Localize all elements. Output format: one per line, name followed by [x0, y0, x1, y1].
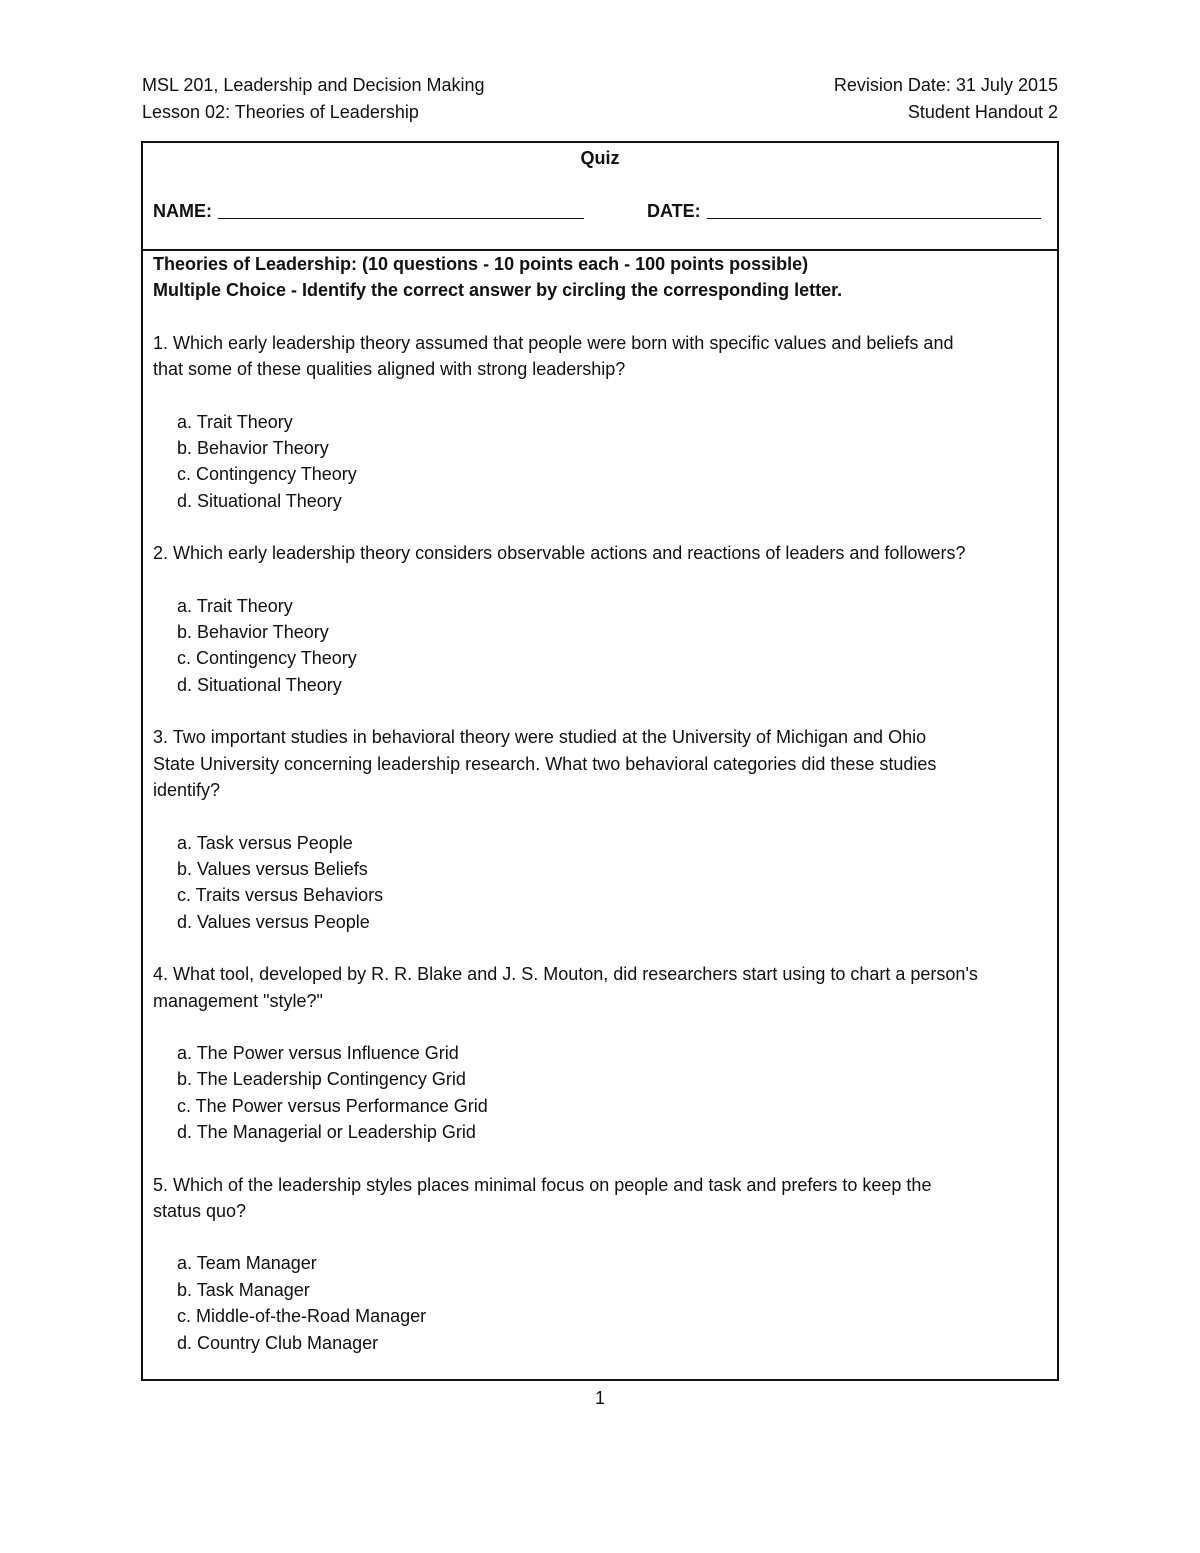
question-text: Which of the leadership styles places minimal focus on people and task and prefers to keep the [173, 1174, 932, 1195]
answer-option[interactable]: a. Trait Theory [177, 595, 293, 616]
question-text-line [153, 1198, 1047, 1224]
quiz-frame [141, 141, 1059, 1381]
section-instructions: Multiple Choice - Identify the correct answer by circling the corresponding letter. [153, 280, 843, 301]
question-text-line [153, 1172, 1047, 1198]
date-field [647, 198, 1041, 224]
answer-option[interactable]: c. Contingency Theory [177, 464, 357, 485]
answer-option[interactable]: c. Contingency Theory [177, 648, 357, 669]
page-number: 1 [594, 1388, 605, 1408]
question-number: 2. [153, 543, 169, 564]
answer-option[interactable]: d. The Managerial or Leadership Grid [177, 1122, 476, 1143]
date-label: DATE: [647, 201, 701, 221]
quiz-header [143, 143, 1057, 251]
spacer [153, 804, 1047, 830]
question-text: State University concerning leadership research. What two behavioral categories did these studies [153, 753, 937, 774]
answer-option[interactable]: d. Situational Theory [177, 674, 342, 695]
question-text: What tool, developed by R. R. Blake and J. S. Mouton, did researchers start using to chart a person's [173, 964, 978, 985]
question-number: 5. [153, 1174, 169, 1195]
question-text: identify? [153, 780, 221, 801]
spacer [153, 698, 1047, 724]
answer-option[interactable]: d. Country Club Manager [177, 1332, 379, 1353]
name-blank[interactable] [218, 198, 584, 219]
question-number: 1. [153, 332, 169, 353]
date-blank[interactable] [707, 198, 1041, 219]
quiz-title: Quiz [580, 148, 620, 168]
question-text-line [153, 961, 1047, 987]
answer-options [153, 593, 1047, 699]
question-text-line [153, 330, 1047, 356]
spacer [153, 935, 1047, 961]
question-text: Two important studies in behavioral theory were studied at the University of Michigan and Ohio [172, 727, 927, 748]
question-3 [153, 724, 1047, 935]
spacer [153, 1146, 1047, 1172]
name-field [153, 198, 584, 224]
question-2 [153, 540, 1047, 698]
spacer [153, 1224, 1047, 1250]
spacer [153, 304, 1047, 330]
answer-option[interactable]: d. Values versus People [177, 911, 370, 932]
lesson-title: Lesson 02: Theories of Leadership [142, 102, 419, 122]
section-title: Theories of Leadership: (10 questions - 10 points each - 100 points possible) [153, 254, 809, 274]
question-text: management "style?" [153, 990, 323, 1011]
spacer [153, 514, 1047, 540]
answer-option[interactable]: c. Traits versus Behaviors [177, 885, 384, 906]
revision-date: Revision Date: 31 July 2015 [833, 75, 1058, 95]
question-text-line [153, 540, 1047, 566]
question-list [153, 304, 1047, 1356]
answer-option[interactable]: b. The Leadership Contingency Grid [177, 1069, 466, 1090]
answer-option[interactable]: d. Situational Theory [177, 490, 342, 511]
answer-options [153, 830, 1047, 936]
answer-option[interactable]: b. Values versus Beliefs [177, 858, 368, 879]
answer-option[interactable]: a. The Power versus Influence Grid [177, 1042, 459, 1063]
question-text-line [153, 751, 1047, 777]
answer-option[interactable]: c. The Power versus Performance Grid [177, 1095, 488, 1116]
question-5 [153, 1172, 1047, 1356]
page-header [142, 72, 1058, 126]
answer-options [153, 1250, 1047, 1356]
handout-label: Student Handout 2 [907, 102, 1058, 122]
answer-option[interactable]: a. Trait Theory [177, 411, 293, 432]
answer-options [153, 409, 1047, 515]
quiz-body [143, 251, 1057, 1356]
answer-option[interactable]: a. Team Manager [177, 1253, 317, 1274]
answer-options [153, 1040, 1047, 1146]
question-number: 4. [153, 964, 169, 985]
question-text: that some of these qualities aligned with strong leadership? [153, 359, 626, 380]
course-title: MSL 201, Leadership and Decision Making [142, 75, 485, 95]
question-text: Which early leadership theory assumed that people were born with specific values and beliefs and [173, 332, 954, 353]
question-number: 3. [153, 727, 169, 748]
answer-option[interactable]: a. Task versus People [177, 832, 353, 853]
question-text: Which early leadership theory considers observable actions and reactions of leaders and followers? [173, 543, 966, 564]
answer-option[interactable]: c. Middle-of-the-Road Manager [177, 1306, 427, 1327]
question-4 [153, 961, 1047, 1145]
question-text-line [153, 356, 1047, 382]
question-text-line [153, 988, 1047, 1014]
answer-option[interactable]: b. Task Manager [177, 1279, 310, 1300]
question-text-line [153, 777, 1047, 803]
spacer [153, 1014, 1047, 1040]
spacer [153, 383, 1047, 409]
question-1 [153, 330, 1047, 514]
question-text-line [153, 724, 1047, 750]
answer-option[interactable]: b. Behavior Theory [177, 622, 329, 643]
question-text: status quo? [153, 1200, 247, 1221]
name-label: NAME: [153, 201, 212, 221]
spacer [153, 567, 1047, 593]
answer-option[interactable]: b. Behavior Theory [177, 438, 329, 459]
